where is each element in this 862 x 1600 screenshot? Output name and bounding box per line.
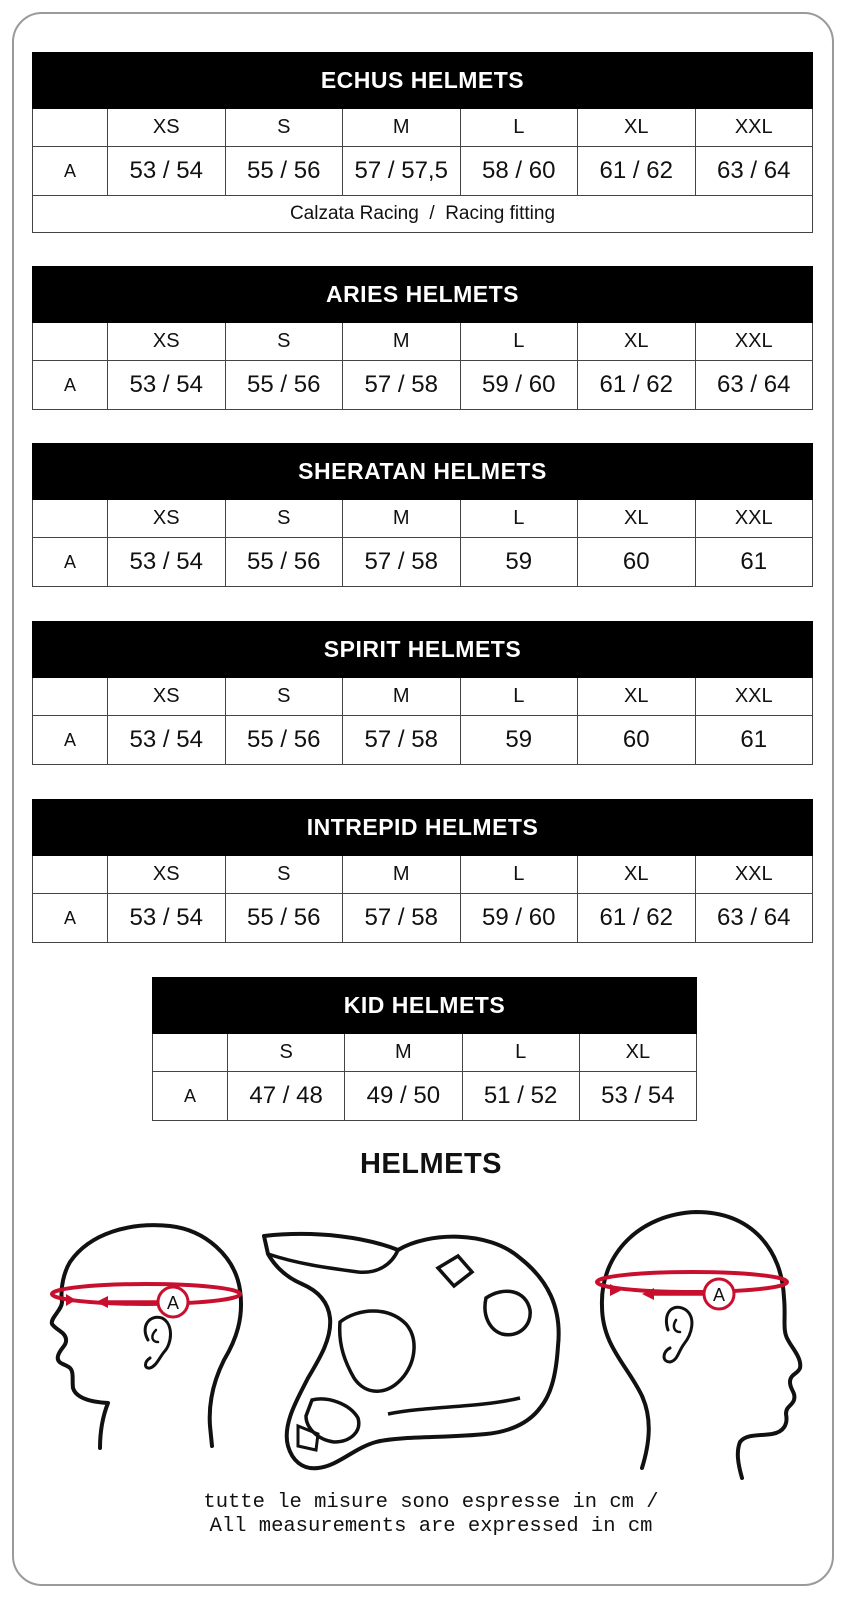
sheratan-size-table xyxy=(32,443,813,587)
table-title: SHERATAN HELMETS xyxy=(33,444,813,500)
size-header: XS xyxy=(108,323,226,361)
size-value: 55 / 56 xyxy=(225,894,343,943)
size-value: 60 xyxy=(578,716,696,765)
size-value: 61 / 62 xyxy=(578,147,696,196)
empty-cell xyxy=(33,109,108,147)
table-title: KID HELMETS xyxy=(153,978,697,1034)
size-value: 55 / 56 xyxy=(225,361,343,410)
spirit-size-table xyxy=(32,621,813,765)
size-header: S xyxy=(225,500,343,538)
fitting-note: Calzata Racing / Racing fitting xyxy=(33,196,813,233)
arrow-head-back xyxy=(66,1294,76,1306)
size-value: 55 / 56 xyxy=(225,538,343,587)
intrepid-size-table xyxy=(32,799,813,943)
side-vent xyxy=(485,1291,530,1335)
size-header: XL xyxy=(579,1034,696,1072)
measure-marker-left-label: A xyxy=(166,1293,180,1313)
size-value: 51 / 52 xyxy=(462,1072,579,1121)
head-profile-right-illustration xyxy=(592,1206,812,1486)
empty-cell xyxy=(33,678,108,716)
size-value: 57 / 58 xyxy=(343,716,461,765)
size-header: XL xyxy=(578,678,696,716)
size-value: 53 / 54 xyxy=(108,894,226,943)
size-header: XS xyxy=(108,856,226,894)
empty-cell xyxy=(33,500,108,538)
measure-marker-right-label: A xyxy=(712,1285,726,1305)
head-outline xyxy=(602,1212,800,1478)
ear-inner xyxy=(674,1320,680,1332)
measure-label: A xyxy=(33,716,108,765)
size-header: L xyxy=(462,1034,579,1072)
footnote-italian: tutte le misure sono espresse in cm / xyxy=(203,1491,659,1514)
size-value: 53 / 54 xyxy=(108,147,226,196)
size-value: 53 / 54 xyxy=(108,361,226,410)
arrow-head xyxy=(96,1296,108,1308)
size-value: 55 / 56 xyxy=(225,716,343,765)
ear-inner xyxy=(152,1330,158,1342)
empty-cell xyxy=(33,323,108,361)
size-header: L xyxy=(460,323,578,361)
size-value: 59 xyxy=(460,716,578,765)
measure-label: A xyxy=(33,147,108,196)
lower-trim xyxy=(388,1398,520,1414)
size-value: 63 / 64 xyxy=(695,894,813,943)
size-value: 59 / 60 xyxy=(460,361,578,410)
size-value: 59 xyxy=(460,538,578,587)
head-circumference-line xyxy=(597,1272,787,1292)
empty-cell xyxy=(153,1034,228,1072)
arrow-head-back xyxy=(610,1284,622,1296)
size-header: L xyxy=(460,678,578,716)
chin-vent xyxy=(298,1426,318,1450)
measure-label: A xyxy=(33,361,108,410)
size-header: S xyxy=(225,109,343,147)
head-profile-left-illustration xyxy=(40,1218,250,1453)
size-header: XS xyxy=(108,109,226,147)
size-header: L xyxy=(460,109,578,147)
size-header: M xyxy=(345,1034,462,1072)
kid-size-table xyxy=(152,977,697,1121)
size-value: 49 / 50 xyxy=(345,1072,462,1121)
size-header: S xyxy=(225,323,343,361)
size-value: 47 / 48 xyxy=(228,1072,345,1121)
size-value: 61 xyxy=(695,538,813,587)
size-header: XL xyxy=(578,856,696,894)
size-value: 63 / 64 xyxy=(695,147,813,196)
echus-size-table xyxy=(32,52,813,233)
footnote-english: All measurements are expressed in cm xyxy=(209,1515,653,1538)
size-header: M xyxy=(343,856,461,894)
table-title: ECHUS HELMETS xyxy=(33,53,813,109)
size-header: M xyxy=(343,500,461,538)
size-header: XXL xyxy=(695,500,813,538)
size-value: 55 / 56 xyxy=(225,147,343,196)
size-value: 63 / 64 xyxy=(695,361,813,410)
size-value: 61 / 62 xyxy=(578,894,696,943)
visor-peak xyxy=(268,1250,398,1272)
size-header: M xyxy=(343,678,461,716)
size-header: XL xyxy=(578,500,696,538)
size-value: 57 / 58 xyxy=(343,894,461,943)
size-value: 58 / 60 xyxy=(460,147,578,196)
size-header: XL xyxy=(578,109,696,147)
size-header: L xyxy=(460,856,578,894)
helmets-heading: HELMETS xyxy=(359,1148,503,1180)
size-value: 61 / 62 xyxy=(578,361,696,410)
size-header: M xyxy=(343,323,461,361)
size-header: XXL xyxy=(695,678,813,716)
size-header: L xyxy=(460,500,578,538)
size-header: XXL xyxy=(695,109,813,147)
size-value: 57 / 58 xyxy=(343,361,461,410)
size-value: 59 / 60 xyxy=(460,894,578,943)
size-header: S xyxy=(225,856,343,894)
eyeport xyxy=(340,1311,414,1391)
empty-cell xyxy=(33,856,108,894)
shell-vent xyxy=(438,1256,472,1286)
aries-size-table xyxy=(32,266,813,410)
size-header: XS xyxy=(108,500,226,538)
size-value: 57 / 58 xyxy=(343,538,461,587)
measurement-footnote xyxy=(0,1491,862,1539)
chin-bar xyxy=(306,1399,359,1442)
size-header: XXL xyxy=(695,323,813,361)
table-title: ARIES HELMETS xyxy=(33,267,813,323)
size-header: S xyxy=(228,1034,345,1072)
measure-label: A xyxy=(153,1072,228,1121)
measure-label: A xyxy=(33,538,108,587)
size-value: 53 / 54 xyxy=(108,538,226,587)
size-header: M xyxy=(343,109,461,147)
size-value: 53 / 54 xyxy=(108,716,226,765)
measure-label: A xyxy=(33,894,108,943)
helmet-illustration xyxy=(258,1228,570,1476)
size-header: XL xyxy=(578,323,696,361)
table-title: SPIRIT HELMETS xyxy=(33,622,813,678)
helmet-outline xyxy=(264,1234,559,1468)
size-header: XS xyxy=(108,678,226,716)
ear-outline xyxy=(664,1307,692,1362)
size-value: 60 xyxy=(578,538,696,587)
size-value: 53 / 54 xyxy=(579,1072,696,1121)
table-title: INTREPID HELMETS xyxy=(33,800,813,856)
size-value: 57 / 57,5 xyxy=(343,147,461,196)
size-value: 61 xyxy=(695,716,813,765)
size-header: S xyxy=(225,678,343,716)
size-header: XXL xyxy=(695,856,813,894)
